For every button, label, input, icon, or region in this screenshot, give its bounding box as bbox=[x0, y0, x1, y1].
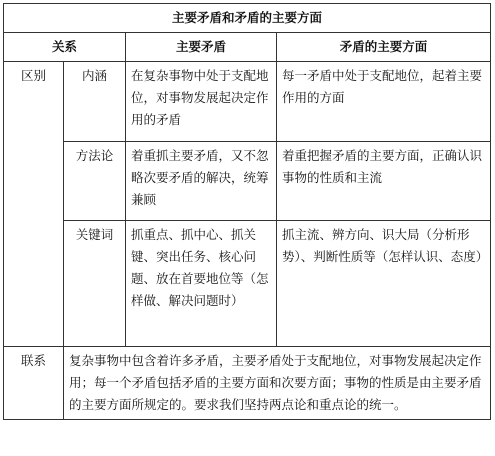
table-row-methodology bbox=[4, 142, 491, 221]
header-principal-aspect: 矛盾的主要方面 bbox=[277, 33, 491, 62]
row-label-keywords: 关键词 bbox=[64, 221, 126, 347]
connection-label: 联系 bbox=[4, 347, 64, 420]
header-row bbox=[4, 33, 491, 62]
table-row-connotation bbox=[4, 62, 491, 142]
cell-keywords-principal-aspect: 抓主流、辨方向、识大局（分析形势）、判断性质等（怎样认识、态度） bbox=[277, 221, 491, 347]
row-label-connotation: 内涵 bbox=[64, 62, 126, 142]
cell-connotation-principal-aspect: 每一矛盾中处于支配地位，起着主要作用的方面 bbox=[277, 62, 491, 142]
connection-text: 复杂事物中包含着许多矛盾，主要矛盾处于支配地位，对事物发展起决定作用；每一个矛盾包括矛盾的主要方面和次要方面；事物的性质是由主要矛盾的主要方面所规定的。要求我们坚持两点论和重点论的统一。 bbox=[64, 347, 491, 420]
cell-keywords-principal-contradiction: 抓重点、抓中心、抓关键、突出任务、核心问题、放在首要地位等（怎样做、解决问题时） bbox=[126, 221, 277, 347]
cell-methodology-principal-aspect: 着重把握矛盾的主要方面，正确认识事物的性质和主流 bbox=[277, 142, 491, 221]
comparison-table-wrapper bbox=[3, 3, 491, 420]
row-label-methodology: 方法论 bbox=[64, 142, 126, 221]
title-row bbox=[4, 4, 491, 33]
header-relation: 关系 bbox=[4, 33, 126, 62]
cell-connotation-principal-contradiction: 在复杂事物中处于支配地位，对事物发展起决定作用的矛盾 bbox=[126, 62, 277, 142]
difference-label: 区别 bbox=[4, 62, 64, 347]
cell-methodology-principal-contradiction: 着重抓主要矛盾，又不忽略次要矛盾的解决，统筹兼顾 bbox=[126, 142, 277, 221]
table-row-keywords bbox=[4, 221, 491, 347]
comparison-table bbox=[3, 3, 491, 420]
table-row-connection bbox=[4, 347, 491, 420]
table-title: 主要矛盾和矛盾的主要方面 bbox=[4, 4, 491, 33]
header-principal-contradiction: 主要矛盾 bbox=[126, 33, 277, 62]
